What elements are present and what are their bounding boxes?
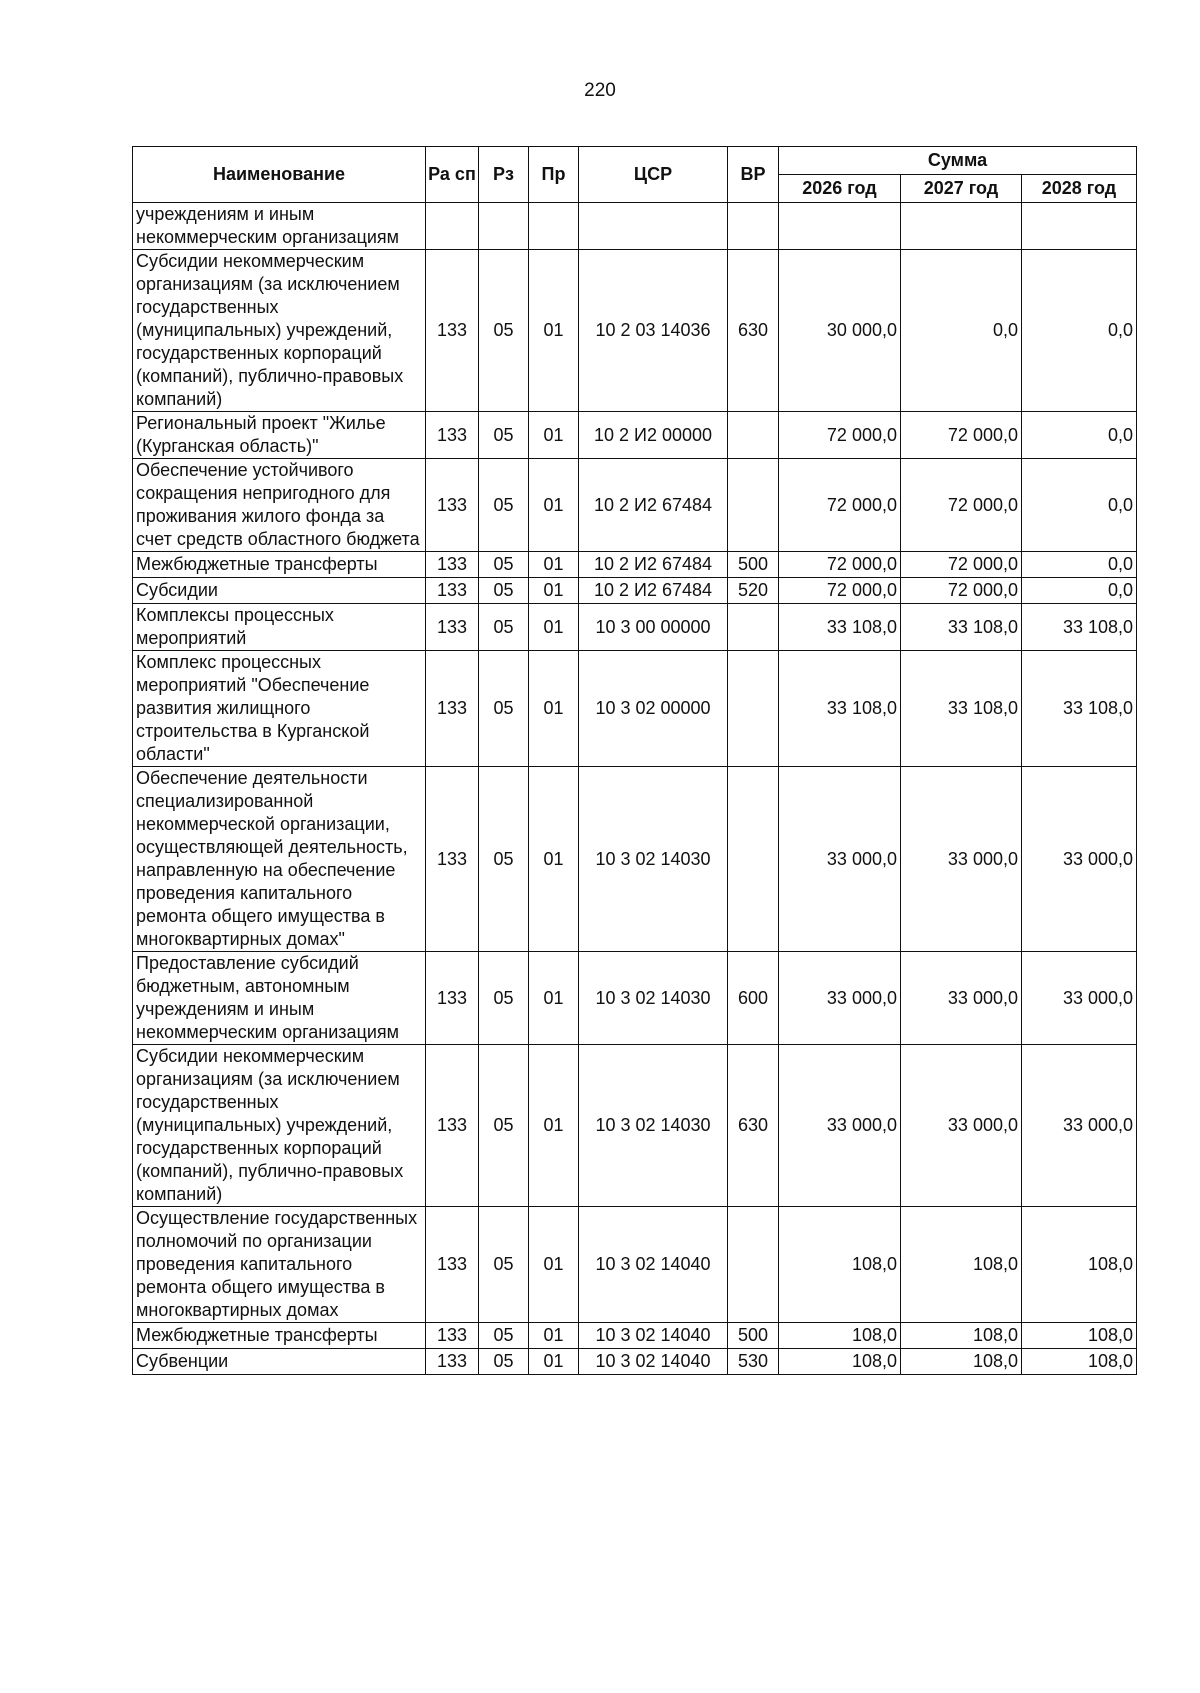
cell-pr: 01 — [529, 767, 579, 952]
cell-sum-2026: 33 108,0 — [779, 604, 901, 651]
cell-sum-2026 — [779, 203, 901, 250]
cell-rasp: 133 — [426, 952, 479, 1045]
cell-name: Комплексы процессных мероприятий — [133, 604, 426, 651]
cell-sum-2028: 33 108,0 — [1022, 604, 1137, 651]
cell-sum-2028: 108,0 — [1022, 1207, 1137, 1323]
cell-rasp: 133 — [426, 1323, 479, 1349]
cell-rasp: 133 — [426, 651, 479, 767]
header-name: Наименование — [133, 147, 426, 203]
cell-name: Субсидии некоммерческим организациям (за исключением государственных (муниципальных) учреждений, государственных корпораций (компаний), публично-правовых компаний) — [133, 250, 426, 412]
table-row — [133, 604, 1137, 651]
table-row — [133, 552, 1137, 578]
cell-csr: 10 2 И2 67484 — [579, 459, 728, 552]
cell-vr: 600 — [728, 952, 779, 1045]
cell-sum-2027 — [901, 203, 1022, 250]
cell-rasp — [426, 203, 479, 250]
cell-rasp: 133 — [426, 459, 479, 552]
cell-rz: 05 — [479, 250, 529, 412]
cell-pr: 01 — [529, 1323, 579, 1349]
cell-vr — [728, 604, 779, 651]
cell-name: Региональный проект "Жилье (Курганская область)" — [133, 412, 426, 459]
cell-vr: 630 — [728, 1045, 779, 1207]
cell-rz: 05 — [479, 552, 529, 578]
cell-vr: 630 — [728, 250, 779, 412]
budget-table — [132, 146, 1137, 1375]
cell-name: Субсидии некоммерческим организациям (за исключением государственных (муниципальных) учреждений, государственных корпораций (компаний), публично-правовых компаний) — [133, 1045, 426, 1207]
cell-pr: 01 — [529, 1045, 579, 1207]
table-row — [133, 1323, 1137, 1349]
table-body — [133, 203, 1137, 1375]
cell-pr: 01 — [529, 412, 579, 459]
cell-rasp: 133 — [426, 578, 479, 604]
cell-rz: 05 — [479, 952, 529, 1045]
cell-rz: 05 — [479, 1207, 529, 1323]
cell-sum-2027: 72 000,0 — [901, 578, 1022, 604]
table-row — [133, 459, 1137, 552]
cell-vr: 530 — [728, 1349, 779, 1375]
cell-sum-2028: 0,0 — [1022, 412, 1137, 459]
cell-vr: 520 — [728, 578, 779, 604]
cell-rz: 05 — [479, 1323, 529, 1349]
header-vr: ВР — [728, 147, 779, 203]
cell-pr: 01 — [529, 604, 579, 651]
cell-vr: 500 — [728, 1323, 779, 1349]
cell-sum-2028: 0,0 — [1022, 250, 1137, 412]
cell-csr: 10 3 00 00000 — [579, 604, 728, 651]
cell-rasp: 133 — [426, 1207, 479, 1323]
cell-sum-2028: 33 000,0 — [1022, 952, 1137, 1045]
cell-rasp: 133 — [426, 552, 479, 578]
cell-csr: 10 3 02 14030 — [579, 952, 728, 1045]
cell-name: учреждениям и иным некоммерческим организациям — [133, 203, 426, 250]
cell-sum-2028: 0,0 — [1022, 552, 1137, 578]
cell-sum-2028: 0,0 — [1022, 459, 1137, 552]
page-number: 220 — [584, 80, 616, 101]
cell-rasp: 133 — [426, 604, 479, 651]
cell-name: Субсидии — [133, 578, 426, 604]
cell-pr: 01 — [529, 459, 579, 552]
cell-name: Межбюджетные трансферты — [133, 552, 426, 578]
cell-rz: 05 — [479, 1045, 529, 1207]
cell-sum-2027: 33 000,0 — [901, 767, 1022, 952]
cell-csr: 10 2 И2 00000 — [579, 412, 728, 459]
cell-rasp: 133 — [426, 767, 479, 952]
cell-pr: 01 — [529, 1349, 579, 1375]
cell-sum-2026: 72 000,0 — [779, 459, 901, 552]
table-row — [133, 651, 1137, 767]
cell-rz: 05 — [479, 578, 529, 604]
cell-sum-2026: 108,0 — [779, 1349, 901, 1375]
cell-sum-2026: 108,0 — [779, 1207, 901, 1323]
cell-rz: 05 — [479, 1349, 529, 1375]
cell-rz: 05 — [479, 651, 529, 767]
table-row — [133, 250, 1137, 412]
header-year-2028: 2028 год — [1022, 175, 1137, 203]
cell-rasp: 133 — [426, 1349, 479, 1375]
cell-sum-2026: 108,0 — [779, 1323, 901, 1349]
header-year-2026: 2026 год — [779, 175, 901, 203]
cell-sum-2027: 33 108,0 — [901, 604, 1022, 651]
cell-name: Обеспечение деятельности специализированной некоммерческой организации, осуществляющей деятельность, направленную на обеспечение проведения капитального ремонта общего имущества в многоквартирных домах" — [133, 767, 426, 952]
cell-pr — [529, 203, 579, 250]
header-sum: Сумма — [779, 147, 1137, 175]
cell-rz: 05 — [479, 604, 529, 651]
table-row — [133, 952, 1137, 1045]
cell-sum-2026: 33 000,0 — [779, 767, 901, 952]
cell-sum-2027: 72 000,0 — [901, 552, 1022, 578]
cell-csr: 10 3 02 14040 — [579, 1207, 728, 1323]
cell-sum-2027: 72 000,0 — [901, 459, 1022, 552]
cell-vr — [728, 651, 779, 767]
cell-name: Предоставление субсидий бюджетным, автономным учреждениям и иным некоммерческим организациям — [133, 952, 426, 1045]
cell-sum-2027: 108,0 — [901, 1349, 1022, 1375]
cell-sum-2028: 108,0 — [1022, 1349, 1137, 1375]
cell-name: Комплекс процессных мероприятий "Обеспечение развития жилищного строительства в Курганской области" — [133, 651, 426, 767]
cell-pr: 01 — [529, 552, 579, 578]
cell-sum-2027: 108,0 — [901, 1207, 1022, 1323]
cell-csr: 10 3 02 14030 — [579, 767, 728, 952]
cell-sum-2028: 33 000,0 — [1022, 1045, 1137, 1207]
cell-sum-2028: 33 108,0 — [1022, 651, 1137, 767]
cell-name: Обеспечение устойчивого сокращения непригодного для проживания жилого фонда за счет средств областного бюджета — [133, 459, 426, 552]
cell-sum-2027: 108,0 — [901, 1323, 1022, 1349]
cell-sum-2026: 33 000,0 — [779, 1045, 901, 1207]
cell-sum-2027: 33 000,0 — [901, 952, 1022, 1045]
cell-sum-2026: 30 000,0 — [779, 250, 901, 412]
cell-name: Межбюджетные трансферты — [133, 1323, 426, 1349]
cell-rz — [479, 203, 529, 250]
table-row — [133, 412, 1137, 459]
header-pr: Пр — [529, 147, 579, 203]
cell-sum-2026: 33 108,0 — [779, 651, 901, 767]
cell-sum-2026: 72 000,0 — [779, 578, 901, 604]
cell-vr — [728, 1207, 779, 1323]
cell-csr: 10 2 И2 67484 — [579, 552, 728, 578]
cell-pr: 01 — [529, 651, 579, 767]
cell-vr — [728, 412, 779, 459]
cell-csr: 10 3 02 14030 — [579, 1045, 728, 1207]
cell-rasp: 133 — [426, 250, 479, 412]
cell-sum-2026: 72 000,0 — [779, 552, 901, 578]
cell-pr: 01 — [529, 952, 579, 1045]
header-csr: ЦСР — [579, 147, 728, 203]
cell-sum-2028: 33 000,0 — [1022, 767, 1137, 952]
cell-sum-2028: 108,0 — [1022, 1323, 1137, 1349]
header-rasp: Ра сп — [426, 147, 479, 203]
cell-csr — [579, 203, 728, 250]
cell-sum-2028 — [1022, 203, 1137, 250]
cell-rz: 05 — [479, 767, 529, 952]
cell-rasp: 133 — [426, 412, 479, 459]
cell-vr — [728, 203, 779, 250]
cell-rz: 05 — [479, 412, 529, 459]
table-row — [133, 203, 1137, 250]
cell-sum-2027: 72 000,0 — [901, 412, 1022, 459]
cell-pr: 01 — [529, 250, 579, 412]
table-row — [133, 1045, 1137, 1207]
table-row — [133, 767, 1137, 952]
cell-sum-2027: 33 108,0 — [901, 651, 1022, 767]
cell-name: Осуществление государственных полномочий по организации проведения капитального ремонта общего имущества в многоквартирных домах — [133, 1207, 426, 1323]
cell-name: Субвенции — [133, 1349, 426, 1375]
cell-csr: 10 3 02 14040 — [579, 1349, 728, 1375]
cell-vr — [728, 459, 779, 552]
header-rz: Рз — [479, 147, 529, 203]
table-row — [133, 1207, 1137, 1323]
cell-sum-2027: 0,0 — [901, 250, 1022, 412]
cell-sum-2028: 0,0 — [1022, 578, 1137, 604]
cell-rz: 05 — [479, 459, 529, 552]
cell-vr: 500 — [728, 552, 779, 578]
cell-pr: 01 — [529, 578, 579, 604]
cell-csr: 10 3 02 14040 — [579, 1323, 728, 1349]
cell-vr — [728, 767, 779, 952]
table-row — [133, 578, 1137, 604]
cell-pr: 01 — [529, 1207, 579, 1323]
cell-sum-2026: 33 000,0 — [779, 952, 901, 1045]
cell-csr: 10 2 03 14036 — [579, 250, 728, 412]
table-row — [133, 1349, 1137, 1375]
cell-sum-2027: 33 000,0 — [901, 1045, 1022, 1207]
cell-sum-2026: 72 000,0 — [779, 412, 901, 459]
cell-rasp: 133 — [426, 1045, 479, 1207]
cell-csr: 10 3 02 00000 — [579, 651, 728, 767]
cell-csr: 10 2 И2 67484 — [579, 578, 728, 604]
header-row-top — [133, 147, 1137, 175]
header-year-2027: 2027 год — [901, 175, 1022, 203]
